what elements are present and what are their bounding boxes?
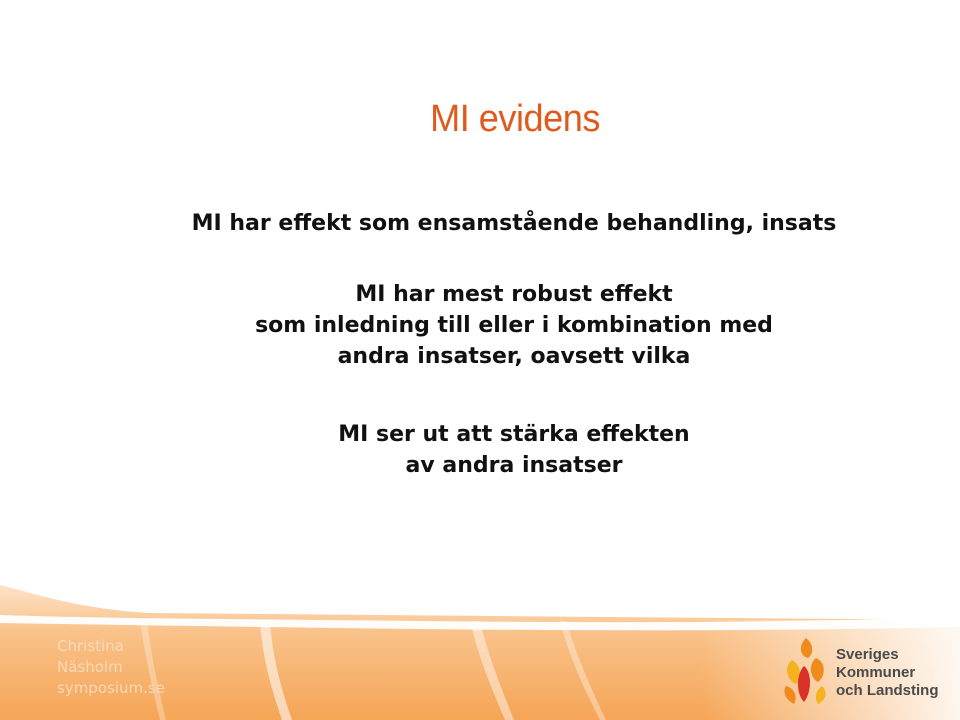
logo-line-2: Kommuner — [836, 664, 916, 681]
slide-title: MI evidens — [430, 98, 600, 140]
footer-author — [57, 636, 165, 699]
bullet-line-1: MI har effekt som ensamstående behandling, insats — [191, 211, 837, 236]
author-last-name: Näsholm — [57, 658, 123, 676]
logo-line-3: och Landsting — [836, 682, 939, 699]
bullet-line-2: MI har mest robust effekt — [355, 282, 673, 307]
bullet-line-6: av andra insatser — [405, 453, 623, 478]
author-first-name: Christina — [57, 637, 124, 655]
bullet-line-3: som inledning till eller i kombination med — [255, 313, 773, 338]
footer-site: symposium.se — [57, 679, 165, 697]
skl-logo-text — [836, 646, 939, 700]
logo-line-1: Sveriges — [836, 646, 899, 663]
bullet-line-5: MI ser ut att stärka effekten — [338, 422, 690, 447]
bullet-line-4: andra insatser, oavsett vilka — [337, 344, 691, 369]
